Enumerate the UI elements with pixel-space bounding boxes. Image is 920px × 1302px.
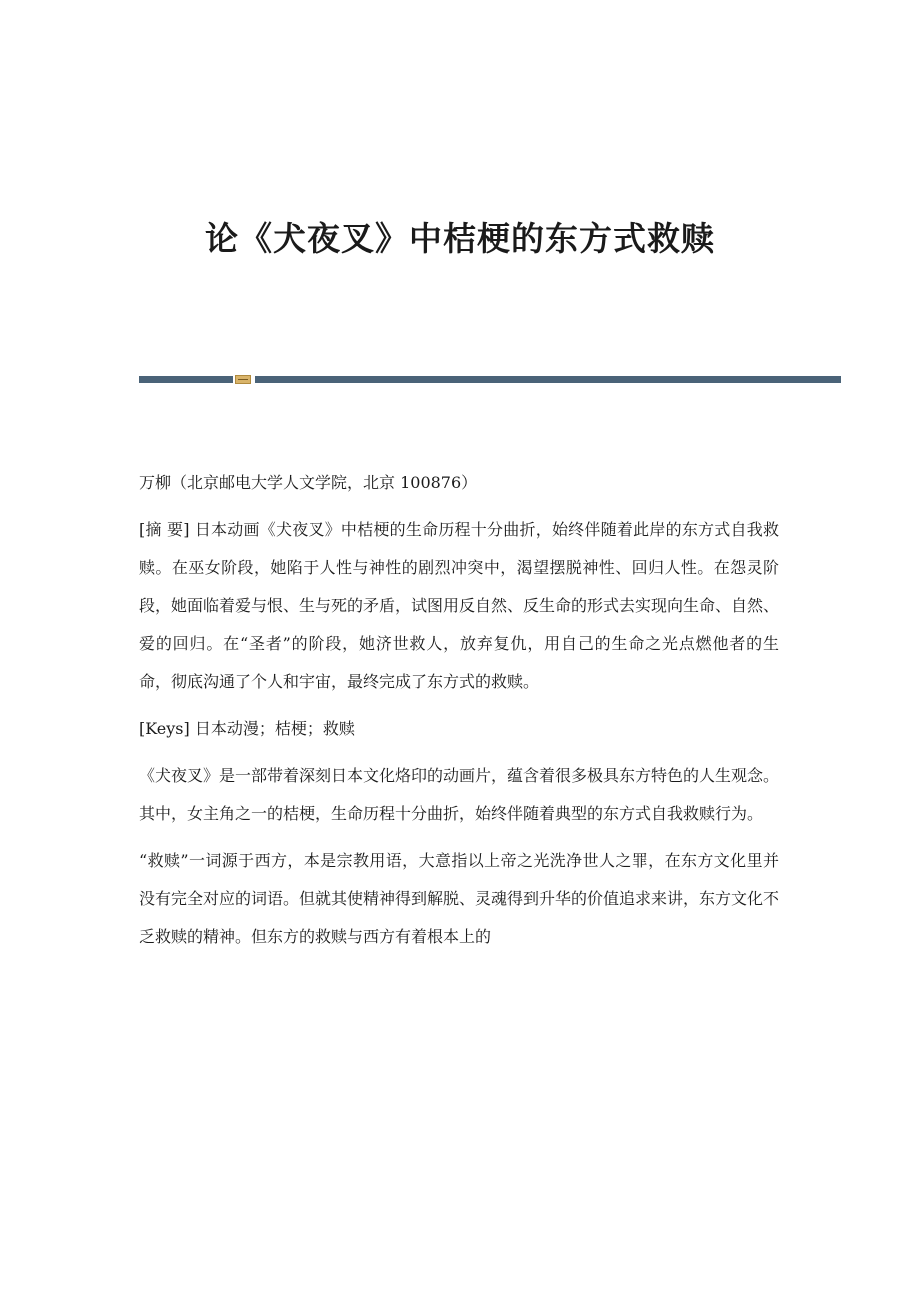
document-body	[139, 464, 779, 956]
title-divider	[139, 375, 841, 384]
author-affiliation: 万柳（北京邮电大学人文学院，北京 100876）	[139, 473, 478, 492]
keywords-line: [Keys] 日本动漫；桔梗；救赎	[139, 719, 355, 738]
abstract-paragraph: [摘 要] 日本动画《犬夜叉》中桔梗的生命历程十分曲折，始终伴随着此岸的东方式自我救赎。在巫女阶段，她陷于人性与神性的剧烈冲突中，渴望摆脱神性、回归人性。在怨灵阶段，她面临着爱与恨、生与死的矛盾，试图用反自然、反生命的形式去实现向生命、自然、爱的回归。在“圣者”的阶段，她济世救人，放弃复仇，用自己的生命之光点燃他者的生命，彻底沟通了个人和宇宙，最终完成了东方式的救赎。	[139, 520, 780, 691]
divider-bar-left	[139, 376, 233, 383]
divider-bar-right	[255, 376, 841, 383]
body-paragraph-2: “救赎”一词源于西方，本是宗教用语，大意指以上帝之光洗净世人之罪，在东方文化里并没有完全对应的词语。但就其使精神得到解脱、灵魂得到升华的价值追求来讲，东方文化不乏救赎的精神。但东方的救赎与西方有着根本上的	[139, 851, 780, 946]
body-paragraph-1: 《犬夜叉》是一部带着深刻日本文化烙印的动画片，蕴含着很多极具东方特色的人生观念。其中，女主角之一的桔梗，生命历程十分曲折，始终伴随着典型的东方式自我救赎行为。	[139, 766, 780, 823]
divider-emblem-icon	[235, 375, 251, 384]
document-title: 论《犬夜叉》中桔梗的东方式救赎	[205, 219, 715, 258]
